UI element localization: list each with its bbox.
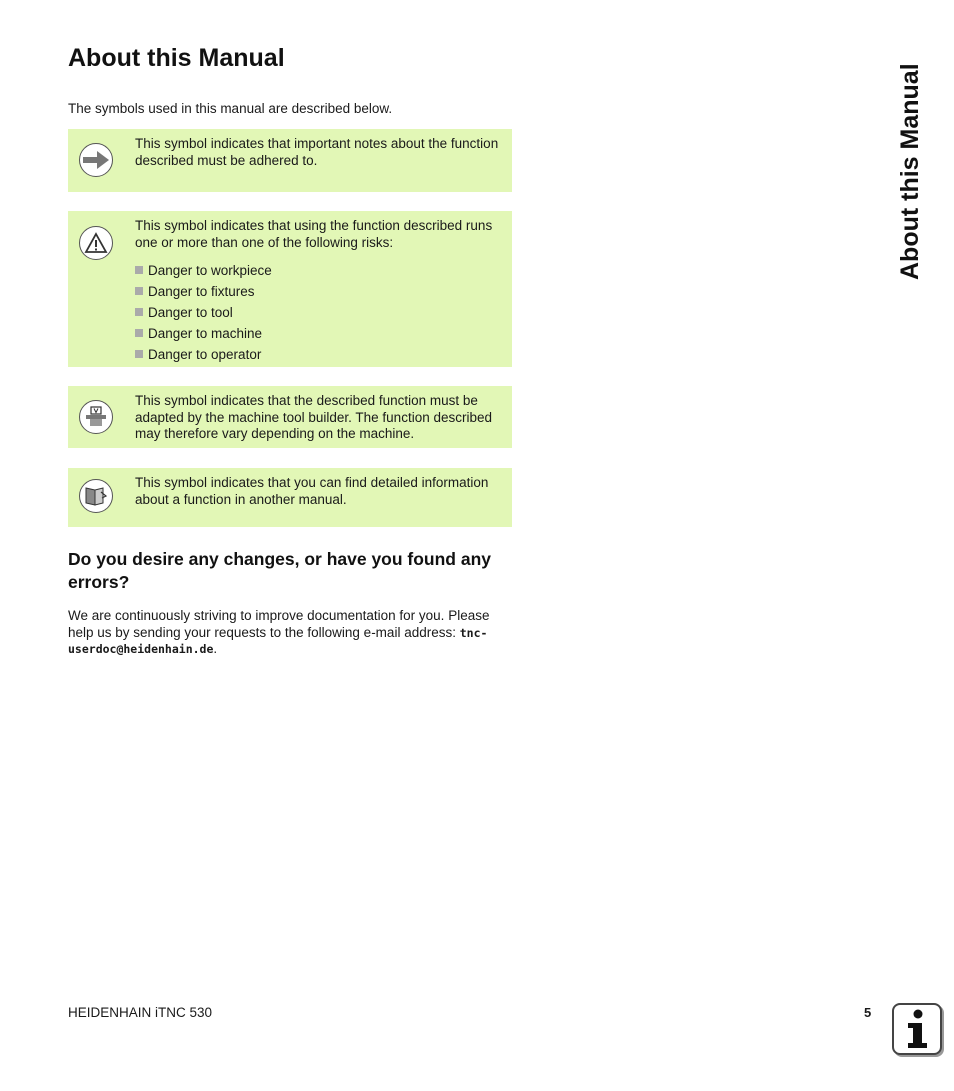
- bullet-square-icon: [135, 287, 143, 295]
- feedback-heading: Do you desire any changes, or have you found any errors?: [68, 549, 492, 592]
- note-box-reference: [68, 468, 512, 527]
- footer-product: HEIDENHAIN iTNC 530: [68, 1005, 213, 1020]
- list-item: Danger to machine: [135, 323, 502, 344]
- list-item: Danger to workpiece: [135, 260, 502, 281]
- note-text: This symbol indicates that using the function described runs one or more than one of the following risks:: [135, 218, 493, 250]
- bullet-square-icon: [135, 266, 143, 274]
- intro-text: The symbols used in this manual are described below.: [68, 101, 393, 116]
- note-text: This symbol indicates that you can find detailed information about a function in another manual.: [135, 475, 489, 507]
- warning-triangle-icon: [79, 226, 113, 260]
- bullet-square-icon: [135, 308, 143, 316]
- bullet-square-icon: [135, 329, 143, 337]
- book-reference-icon: [79, 479, 113, 513]
- list-item: Danger to tool: [135, 302, 502, 323]
- page-title: About this Manual: [68, 44, 285, 72]
- side-chapter-title: About this Manual: [896, 63, 924, 280]
- list-item: Danger to operator: [135, 344, 502, 365]
- bullet-square-icon: [135, 350, 143, 358]
- note-box-warning: [68, 211, 512, 367]
- email-link[interactable]: tnc-userdoc@heidenhain.de: [68, 625, 488, 656]
- feedback-text: We are continuously striving to improve documentation for you. Please help us by sending your requests to the following e-mail address: tnc-userdoc@heidenhain.de.: [68, 608, 490, 656]
- list-item: Danger to fixtures: [135, 281, 502, 302]
- machine-tool-builder-icon: [79, 400, 113, 434]
- note-box-important: [68, 129, 512, 192]
- note-text: This symbol indicates that the described function must be adapted by the machine tool builder. The function described may therefore vary depending on the machine.: [135, 393, 492, 441]
- note-box-machine: [68, 386, 512, 448]
- arrow-right-icon: [79, 143, 113, 177]
- info-icon: [892, 1003, 942, 1055]
- note-text: This symbol indicates that important notes about the function described must be adhered to.: [135, 136, 499, 168]
- risk-list: [135, 260, 502, 365]
- page-number: 5: [864, 1005, 872, 1020]
